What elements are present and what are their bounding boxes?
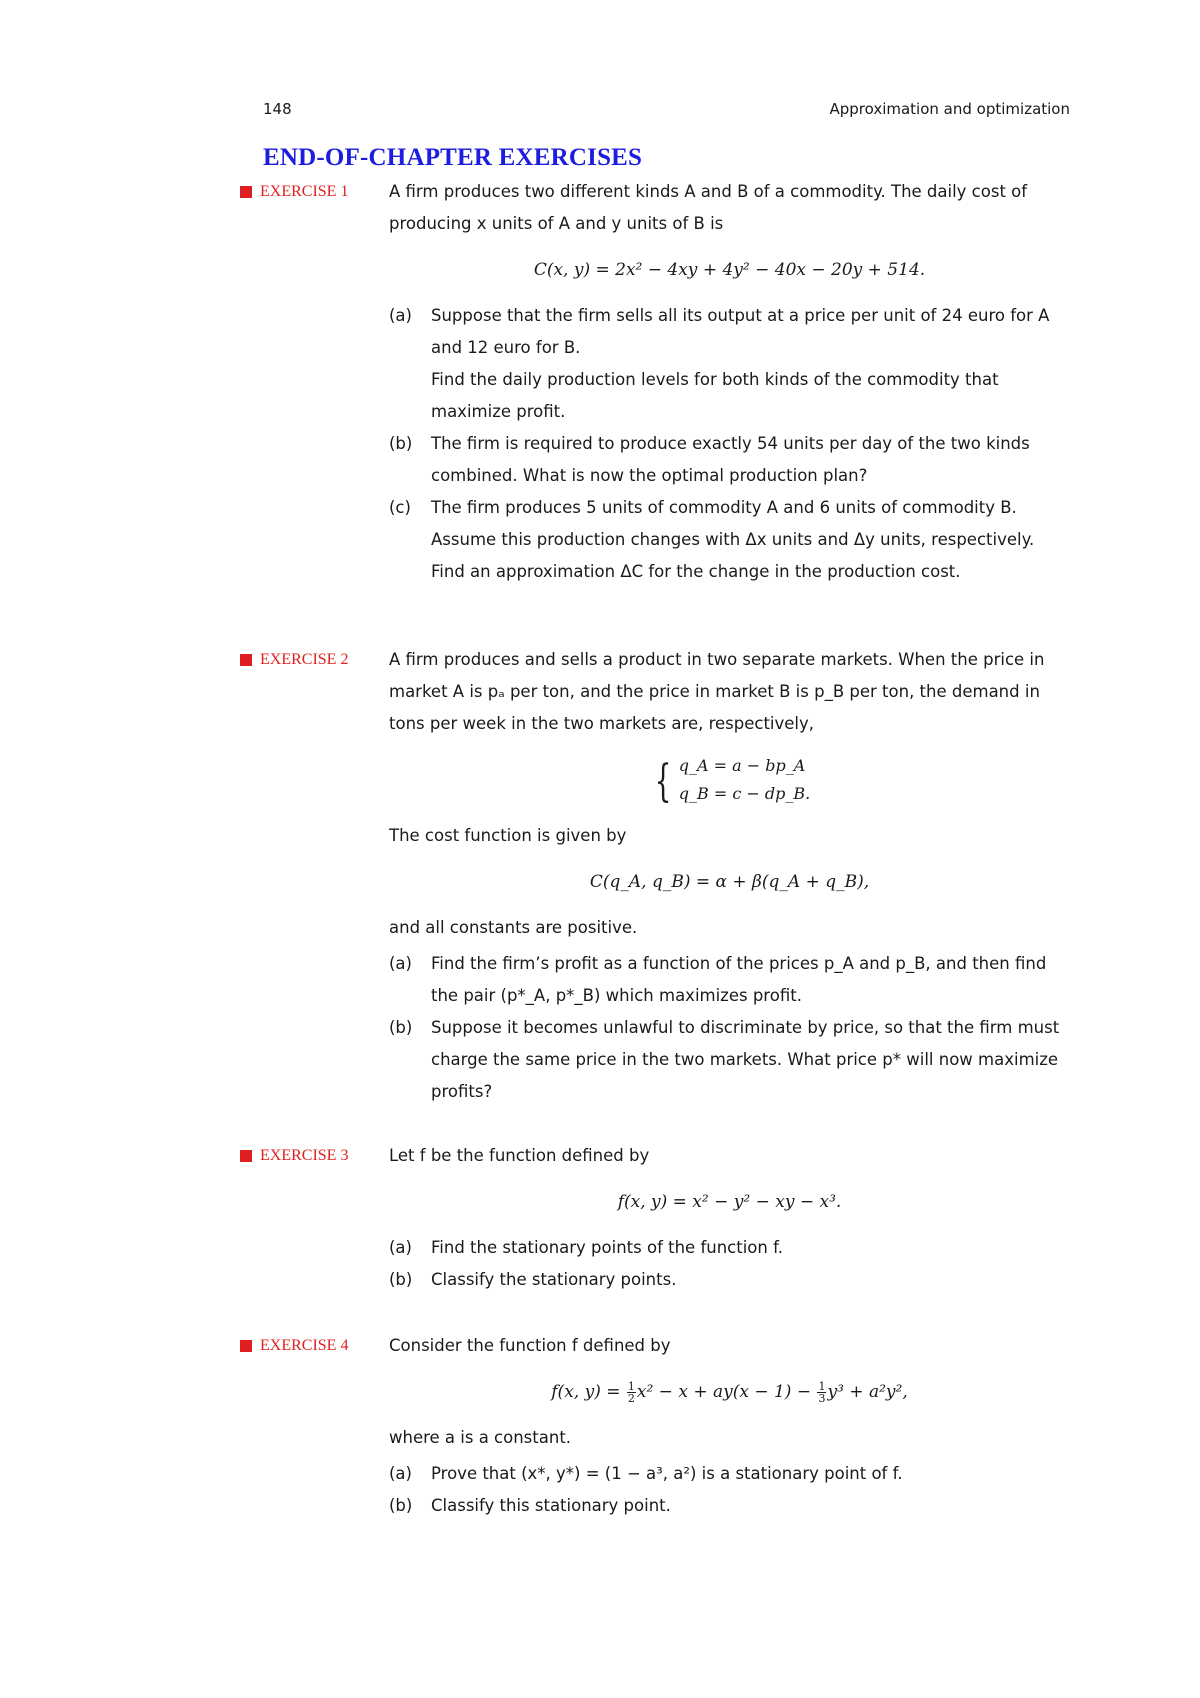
exercise-3-formula: f(x, y) = x² − y² − xy − x³.	[617, 1192, 842, 1212]
part-text: Suppose that the firm sells all its output at a price per unit of 24 euro for A and 12 euro for B.	[431, 306, 1050, 357]
part-text: Find the stationary points of the function f.	[431, 1238, 783, 1257]
fraction-one-half	[627, 1381, 636, 1404]
exercise-1-label	[240, 176, 348, 208]
exercise-4-label	[240, 1330, 348, 1362]
part-text: Classify this stationary point.	[431, 1496, 671, 1515]
part-text: Classify the stationary points.	[431, 1270, 677, 1289]
exercise-4-content	[389, 1330, 1070, 1522]
system-line: q_B = c − dp_B.	[678, 784, 811, 803]
square-bullet-icon	[240, 1340, 252, 1352]
exercise-1-formula: C(x, y) = 2x² − 4xy + 4y² − 40x − 20y + 514.	[533, 260, 926, 280]
system-lines	[679, 752, 810, 812]
exercise-4-formula	[389, 1376, 1070, 1408]
part-marker: (a)	[389, 1464, 412, 1483]
fraction-numerator: 1	[627, 1380, 635, 1393]
exercise-2-text-after-system: The cost function is given by	[389, 826, 627, 845]
part-marker: (b)	[389, 1018, 413, 1037]
part-item	[389, 428, 1070, 492]
exercise-3-content	[389, 1140, 1070, 1296]
exercise-2-text-after-formula: and all constants are positive.	[389, 918, 638, 937]
part-marker: (b)	[389, 1496, 413, 1515]
part-text-extra: Find the daily production levels for both kinds of the commodity that maximize profit.	[431, 370, 999, 421]
part-marker: (b)	[389, 1270, 413, 1289]
part-item	[389, 1264, 1070, 1296]
exercise-1-intro: A firm produces two different kinds A and B of a commodity. The daily cost of producing x units of A and y units of B is	[389, 182, 1028, 233]
part-marker: (a)	[389, 954, 412, 973]
exercise-3-intro: Let f be the function defined by	[389, 1146, 650, 1165]
exercise-3-parts	[389, 1232, 1070, 1296]
part-item	[389, 948, 1070, 1012]
exercise-4-text-after-formula: where a is a constant.	[389, 1428, 572, 1447]
fraction-one-third	[817, 1381, 826, 1404]
part-text: Find the firm’s profit as a function of the prices p_A and p_B, and then find the pair (p*_A, p*_B) which maximizes profit.	[431, 954, 1047, 1005]
exercise-label-text: EXERCISE 3	[260, 1147, 349, 1164]
exercise-label-text: EXERCISE 2	[260, 651, 349, 668]
fraction-denominator: 3	[818, 1392, 826, 1405]
part-text: Suppose it becomes unlawful to discriminate by price, so that the firm must charge the same price in the two markets. What price p* will now maximize profits?	[431, 1018, 1060, 1101]
exercise-1-parts	[389, 300, 1070, 588]
exercise-2-parts	[389, 948, 1070, 1108]
part-item	[389, 1012, 1070, 1108]
exercise-3-label	[240, 1140, 348, 1172]
part-marker: (a)	[389, 306, 412, 325]
fraction-denominator: 2	[627, 1392, 635, 1405]
page-number: 148	[263, 100, 292, 118]
chapter-heading: END-OF-CHAPTER EXERCISES	[263, 144, 643, 171]
system-line: q_A = a − bp_A	[678, 756, 806, 775]
part-text: Prove that (x*, y*) = (1 − a³, a²) is a stationary point of f.	[431, 1464, 903, 1483]
square-bullet-icon	[240, 1150, 252, 1162]
exercise-2-label	[240, 644, 348, 676]
formula-rhs: y³ + a²y²,	[827, 1382, 908, 1402]
formula-lhs: f(x, y) =	[551, 1382, 626, 1402]
formula-mid: x² − x + ay(x − 1) −	[636, 1382, 817, 1402]
fraction-numerator: 1	[818, 1380, 826, 1393]
part-marker: (c)	[389, 498, 411, 517]
exercise-label-text: EXERCISE 4	[260, 1337, 349, 1354]
left-brace-icon: {	[654, 756, 672, 807]
part-item	[389, 1490, 1070, 1522]
part-text: The firm is required to produce exactly 54 units per day of the two kinds combined. What is now the optimal production plan?	[431, 434, 1030, 485]
part-item	[389, 492, 1070, 588]
running-title: Approximation and optimization	[829, 100, 1070, 118]
part-marker: (a)	[389, 1238, 412, 1257]
exercise-2-intro: A firm produces and sells a product in two separate markets. When the price in market A is pₐ per ton, and the price in market B is p_B per ton, the demand in tons per week in the two markets are, respectively,	[389, 650, 1045, 733]
exercise-2-content	[389, 644, 1070, 1108]
exercise-1-content	[389, 176, 1070, 588]
square-bullet-icon	[240, 186, 252, 198]
exercise-4-intro: Consider the function f defined by	[389, 1336, 671, 1355]
exercise-2-formula: C(q_A, q_B) = α + β(q_A + q_B),	[589, 872, 870, 892]
part-marker: (b)	[389, 434, 413, 453]
part-item	[389, 1458, 1070, 1490]
part-text: The firm produces 5 units of commodity A and 6 units of commodity B. Assume this production changes with Δx units and Δy units, respectively. Find an approximation ΔC for the change in the production cost.	[431, 498, 1035, 581]
exercise-4-parts	[389, 1458, 1070, 1522]
running-head	[263, 100, 1070, 124]
part-item	[389, 300, 1070, 428]
square-bullet-icon	[240, 654, 252, 666]
exercise-label-text: EXERCISE 1	[260, 183, 349, 200]
demand-system	[389, 752, 1070, 812]
part-item	[389, 1232, 1070, 1264]
